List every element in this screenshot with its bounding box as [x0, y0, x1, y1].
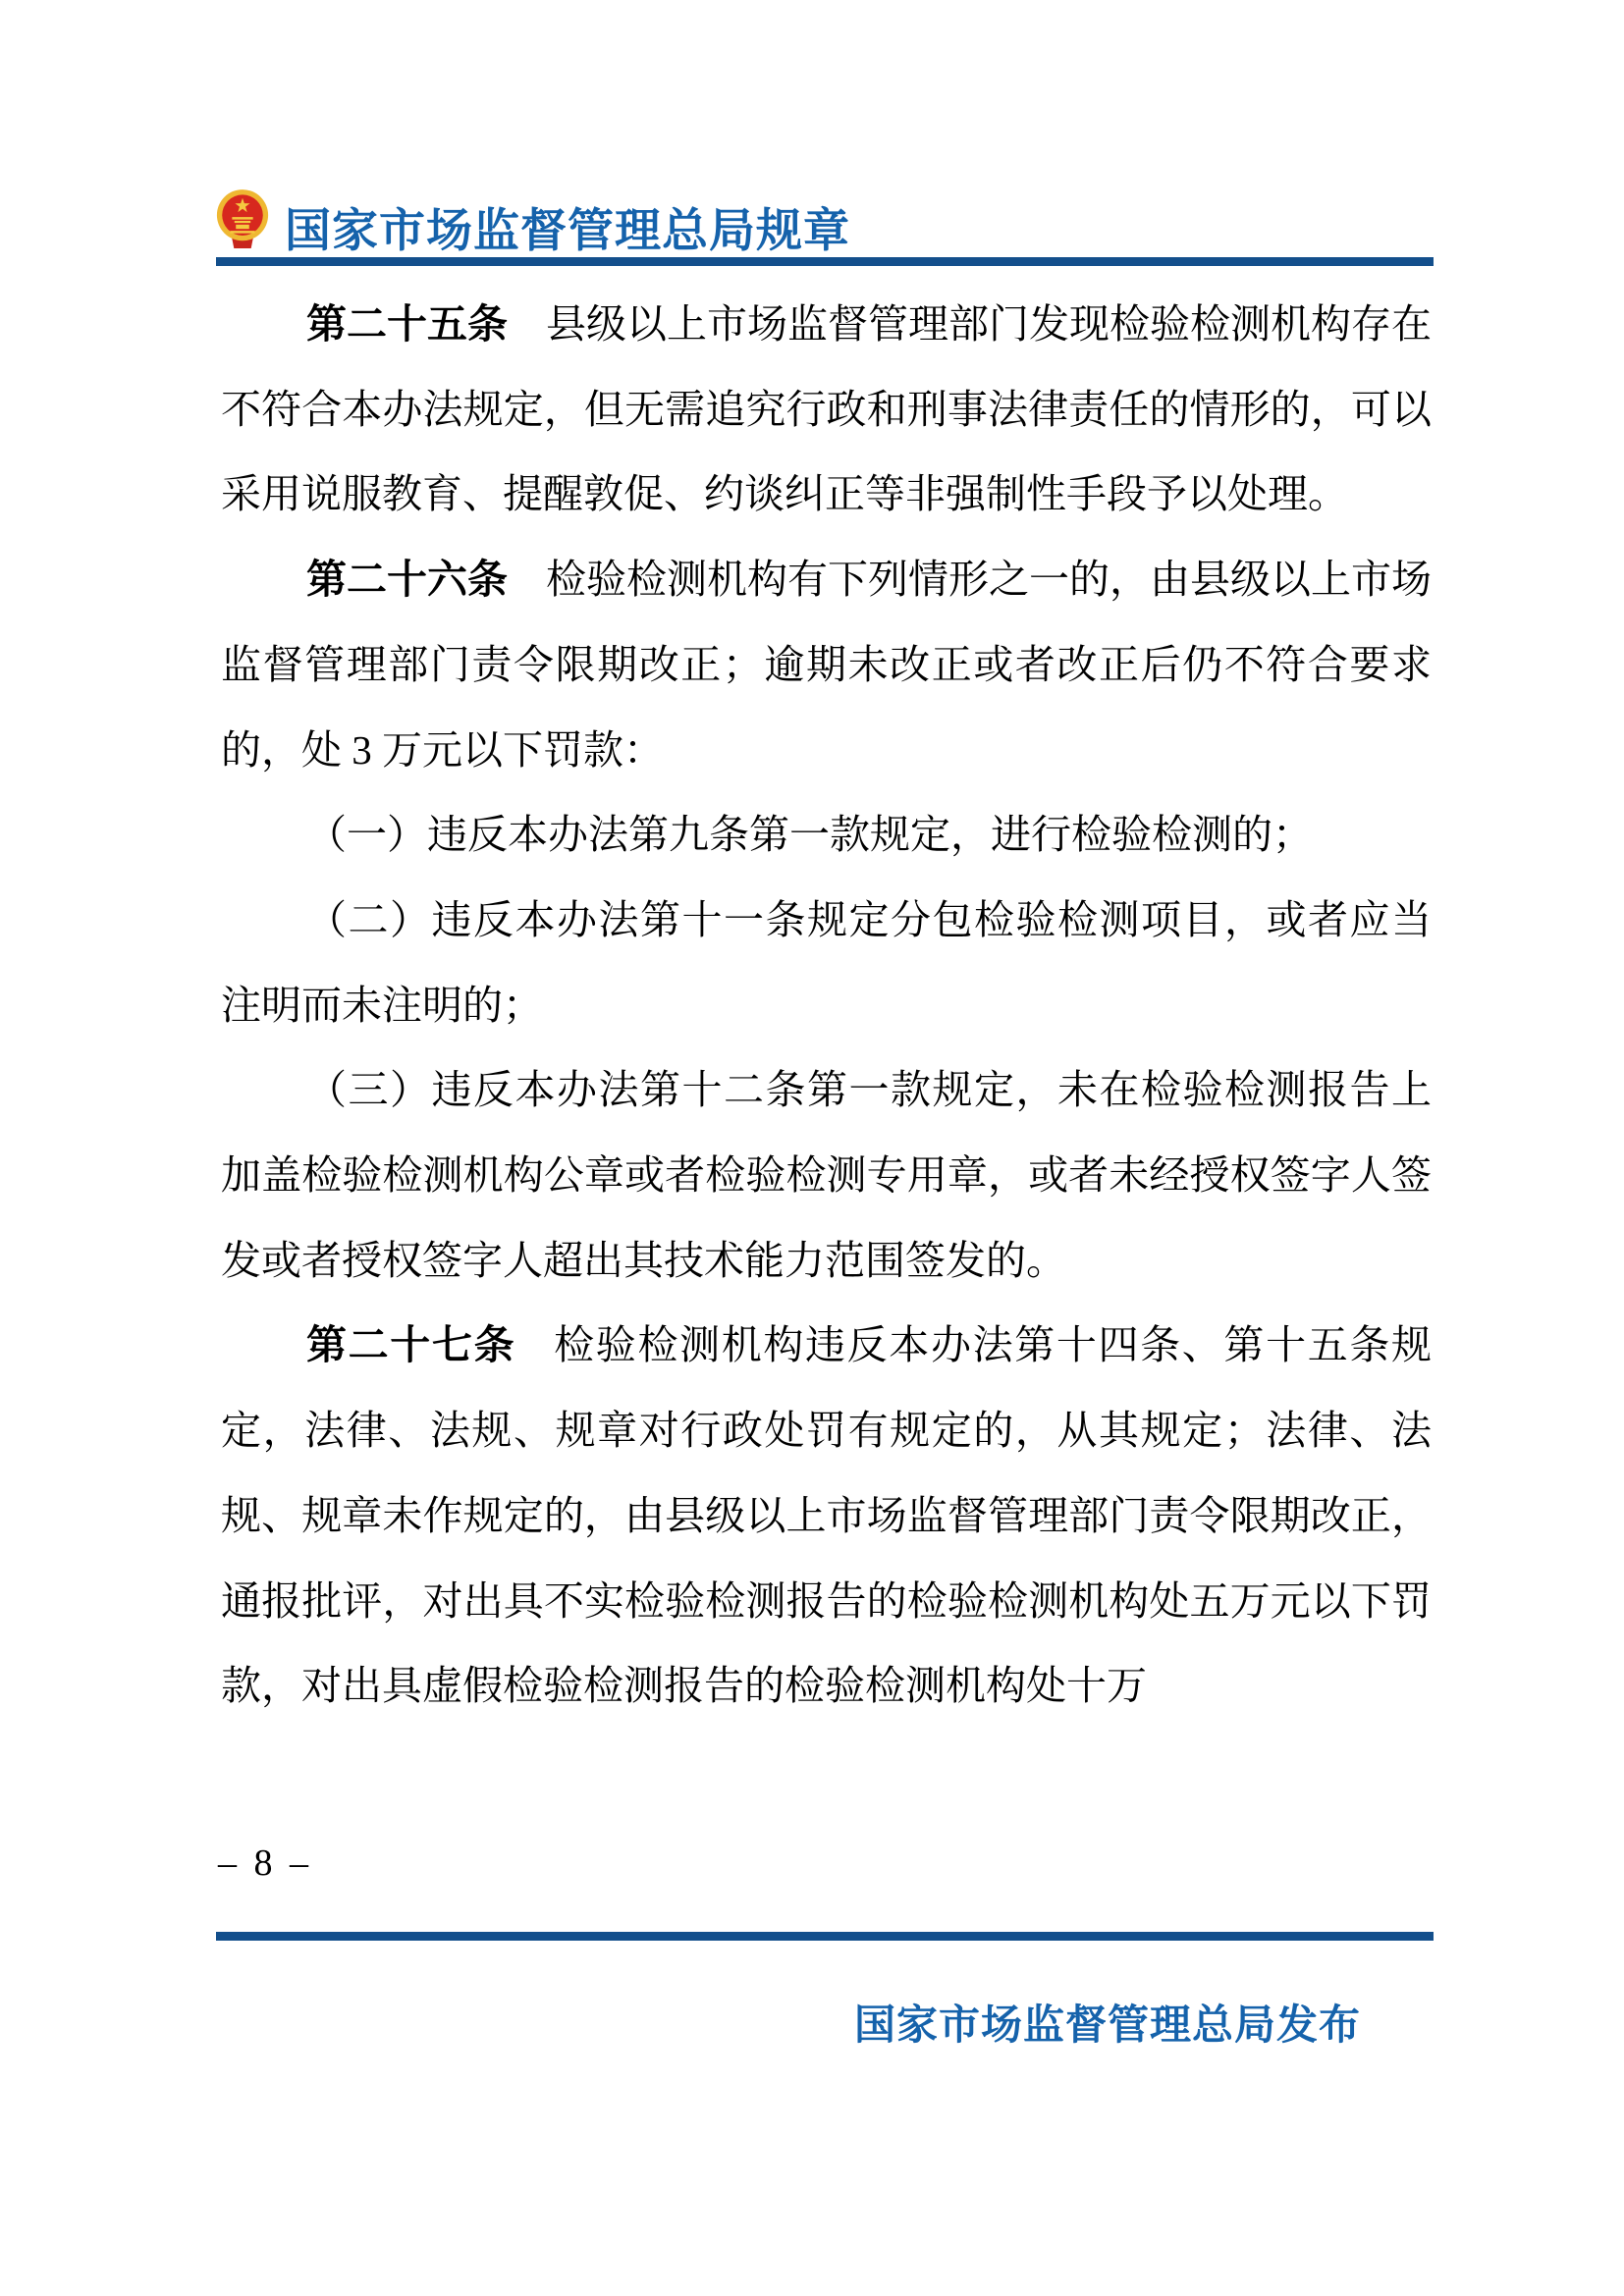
article-27-number: 第二十七条	[306, 1322, 516, 1368]
publisher-label: 国家市场监督管理总局发布	[853, 2002, 1361, 2048]
document-body	[221, 282, 1432, 1729]
item-1-text: （一）违反本办法第九条第一款规定，进行检验检测的；	[306, 812, 1313, 858]
item-3-text: （三）违反本办法第十二条第一款规定，未在检验检测报告上加盖检验检测机构公章或者检验检测专用章，或者未经授权签字人签发或者授权签字人超出其技术能力范围签发的。	[221, 1067, 1432, 1283]
article-25-number: 第二十五条	[306, 301, 509, 347]
header-divider-rule	[216, 257, 1434, 266]
article-26-text: 检验检测机构有下列情形之一的，由县级以上市场监督管理部门责令限期改正；逾期未改正或者改正后仍不符合要求的，处 3 万元以下罚款：	[221, 557, 1433, 773]
article-27-paragraph	[221, 1303, 1432, 1729]
page-title: 国家市场监督管理总局规章	[285, 204, 850, 256]
page-number: – 8 –	[218, 1842, 312, 1884]
article-27-text: 检验检测机构违反本办法第十四条、第十五条规定，法律、法规、规章对行政处罚有规定的，从其规定；法律、法规、规章未作规定的，由县级以上市场监督管理部门责令限期改正，通报批评，对出具不实检验检测报告的检验检测机构处五万元以下罚款，对出具虚假检验检测报告的检验检测机构处十万	[221, 1322, 1433, 1709]
article-26-item-1	[221, 792, 1432, 878]
national-emblem-icon	[214, 188, 271, 251]
article-25-paragraph	[221, 282, 1432, 537]
article-26-item-2	[221, 878, 1432, 1047]
article-26-number: 第二十六条	[306, 557, 509, 603]
item-2-text: （二）违反本办法第十一条规定分包检验检测项目，或者应当注明而未注明的；	[221, 896, 1432, 1028]
article-26-item-3	[221, 1047, 1432, 1303]
article-26-paragraph	[221, 537, 1432, 792]
article-25-text: 县级以上市场监督管理部门发现检验检测机构存在不符合本办法规定，但无需追究行政和刑事法律责任的情形的，可以采用说服教育、提醒敦促、约谈纠正等非强制性手段予以处理。	[221, 301, 1433, 517]
footer-divider-rule	[216, 1932, 1434, 1941]
